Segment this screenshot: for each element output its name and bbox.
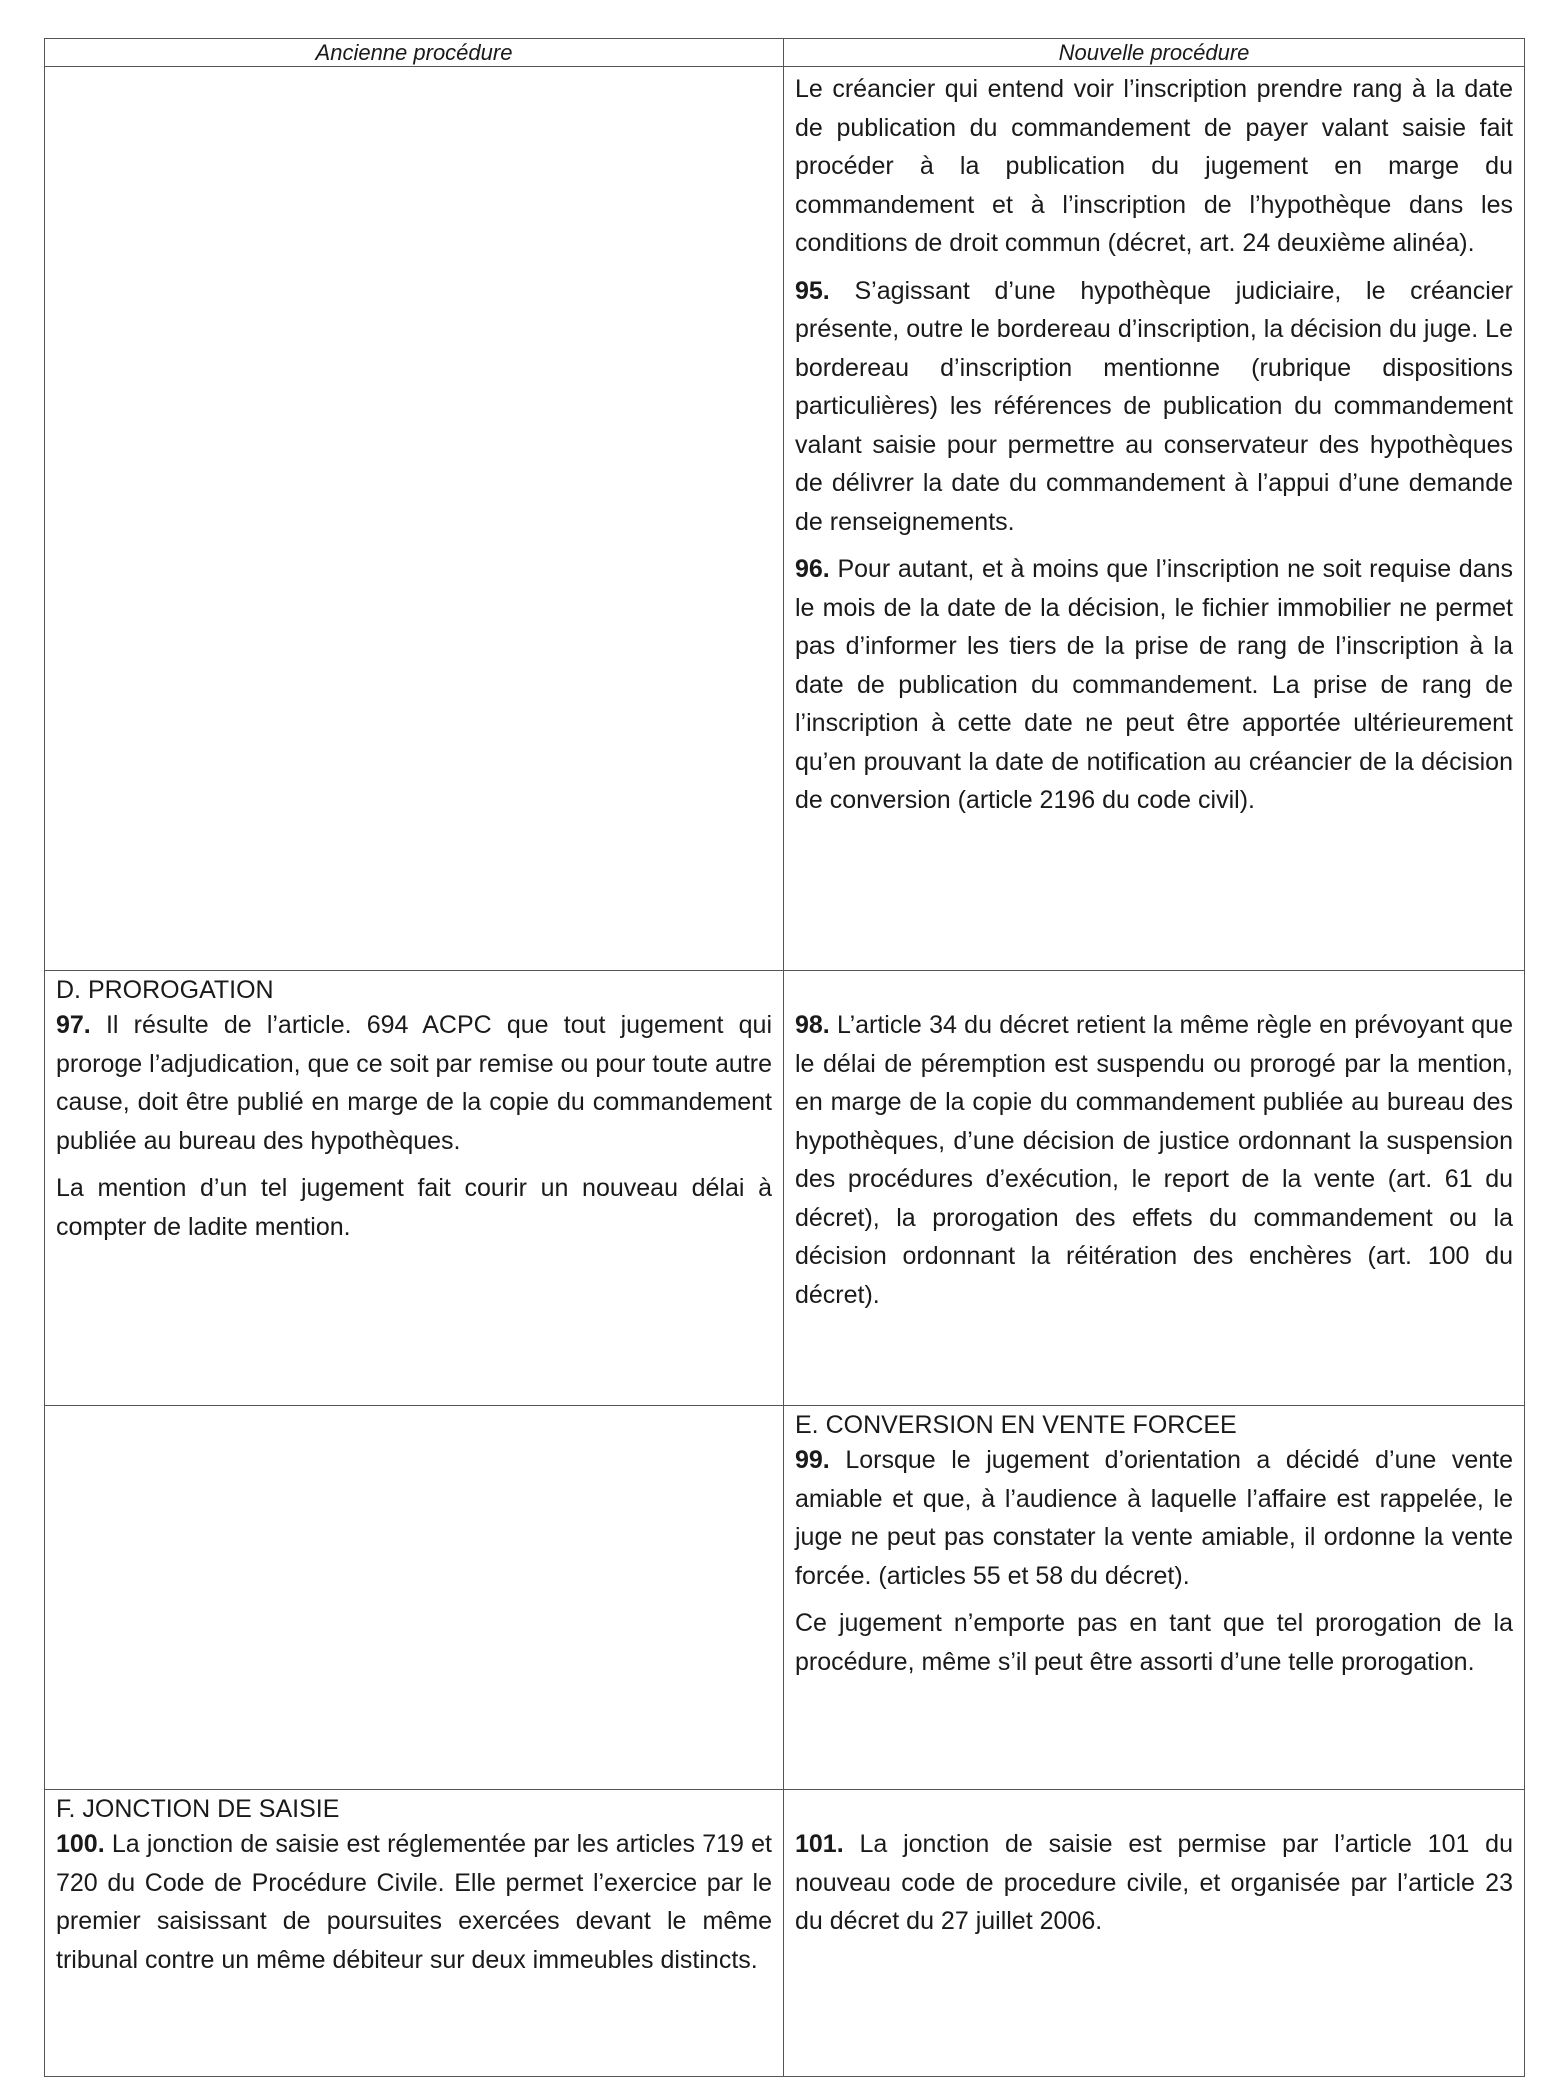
cell-ancienne xyxy=(45,67,784,971)
paragraph xyxy=(795,272,1513,542)
section-heading: D. PROROGATION xyxy=(56,976,274,1004)
comparison-table xyxy=(44,38,1525,2077)
paragraph xyxy=(56,1825,772,1979)
table-row xyxy=(45,1406,1525,1790)
cell-nouvelle xyxy=(784,67,1525,971)
paragraph-text: Ce jugement n’emporte pas en tant que tel prorogation de la procédure, même s’il peut être assorti d’une telle prorogation. xyxy=(795,1609,1513,1676)
table-row xyxy=(45,1790,1525,2077)
paragraph-text: La jonction de saisie est permise par l’article 101 du nouveau code de procedure civile, et organisée par l’article 23 du décret du 27 juillet 2006. xyxy=(795,1830,1513,1935)
paragraph-number: 101. xyxy=(795,1830,844,1858)
paragraph-number: 98. xyxy=(795,1011,830,1039)
paragraph-text: Le créancier qui entend voir l’inscription prendre rang à la date de publication du commandement de payer valant saisie fait procéder à la publication du jugement en marge du commandement et à l’inscription de l’hypothèque dans les conditions de droit commun (décret, art. 24 deuxième alinéa). xyxy=(795,75,1513,257)
paragraph-text: L’article 34 du décret retient la même règle en prévoyant que le délai de péremption est suspendu ou prorogé par la mention, en marge de la copie du commandement publiée au bureau des hypothèques, d’une décision de justice ordonnant la suspension des procédures d’exécution, le report de la vente (art. 61 du décret), la prorogation des effets du commandement ou la décision ordonnant la réitération des enchères (art. 100 du décret). xyxy=(795,1011,1513,1309)
section-heading: F. JONCTION DE SAISIE xyxy=(56,1795,340,1823)
paragraph-number: 97. xyxy=(56,1011,91,1039)
paragraph xyxy=(795,1604,1513,1681)
paragraph xyxy=(56,1169,772,1246)
paragraph-text: La mention d’un tel jugement fait courir un nouveau délai à compter de ladite mention. xyxy=(56,1174,772,1241)
paragraph-number: 100. xyxy=(56,1830,105,1858)
paragraph xyxy=(795,70,1513,263)
paragraph-number: 99. xyxy=(795,1446,830,1474)
header-ancienne-procedure: Ancienne procédure xyxy=(45,39,784,67)
cell-ancienne xyxy=(45,1406,784,1790)
cell-nouvelle xyxy=(784,1406,1525,1790)
cell-ancienne xyxy=(45,971,784,1406)
section-heading: E. CONVERSION EN VENTE FORCEE xyxy=(795,1411,1237,1439)
paragraph-number: 96. xyxy=(795,555,830,583)
paragraph-text: Il résulte de l’article. 694 ACPC que tout jugement qui proroge l’adjudication, que ce soit par remise ou pour toute autre cause, doit être publié en marge de la copie du commandement publiée au bureau des hypothèques. xyxy=(56,1011,772,1155)
table-row xyxy=(45,971,1525,1406)
cell-nouvelle xyxy=(784,1790,1525,2077)
paragraph-text: S’agissant d’une hypothèque judiciaire, le créancier présente, outre le bordereau d’inscription, la décision du juge. Le bordereau d’inscription mentionne (rubrique dispositions particulières) les références de publication du commandement valant saisie pour permettre au conservateur des hypothèques de délivrer la date du commandement à l’appui d’une demande de renseignements. xyxy=(795,276,1513,536)
header-nouvelle-procedure: Nouvelle procédure xyxy=(784,39,1525,67)
paragraph-number: 95. xyxy=(795,276,830,305)
cell-nouvelle xyxy=(784,971,1525,1406)
table-row xyxy=(45,67,1525,971)
document-page xyxy=(44,38,1524,2077)
paragraph xyxy=(795,1006,1513,1314)
cell-ancienne xyxy=(45,1790,784,2077)
paragraph xyxy=(795,1825,1513,1941)
paragraph-text: La jonction de saisie est réglementée par les articles 719 et 720 du Code de Procédure Civile. Elle permet l’exercice par le premier saisissant de poursuites exercées devant le même tribunal contre un même débiteur sur deux immeubles distincts. xyxy=(56,1830,773,1974)
paragraph-text: Lorsque le jugement d’orientation a décidé d’une vente amiable et que, à l’audience à laquelle l’affaire est rappelée, le juge ne peut pas constater la vente amiable, il ordonne la vente forcée. (articles 55 et 58 du décret). xyxy=(795,1446,1513,1590)
paragraph-text: Pour autant, et à moins que l’inscription ne soit requise dans le mois de la date de la décision, le fichier immobilier ne permet pas d’informer les tiers de la prise de rang de l’inscription à la date de publication du commandement. La prise de rang de l’inscription à cette date ne peut être apportée ultérieurement qu’en prouvant la date de notification au créancier de la décision de conversion (article 2196 du code civil). xyxy=(795,555,1513,814)
paragraph xyxy=(795,1441,1513,1595)
header-row xyxy=(45,39,1525,67)
paragraph xyxy=(56,1006,772,1160)
paragraph xyxy=(795,550,1513,820)
